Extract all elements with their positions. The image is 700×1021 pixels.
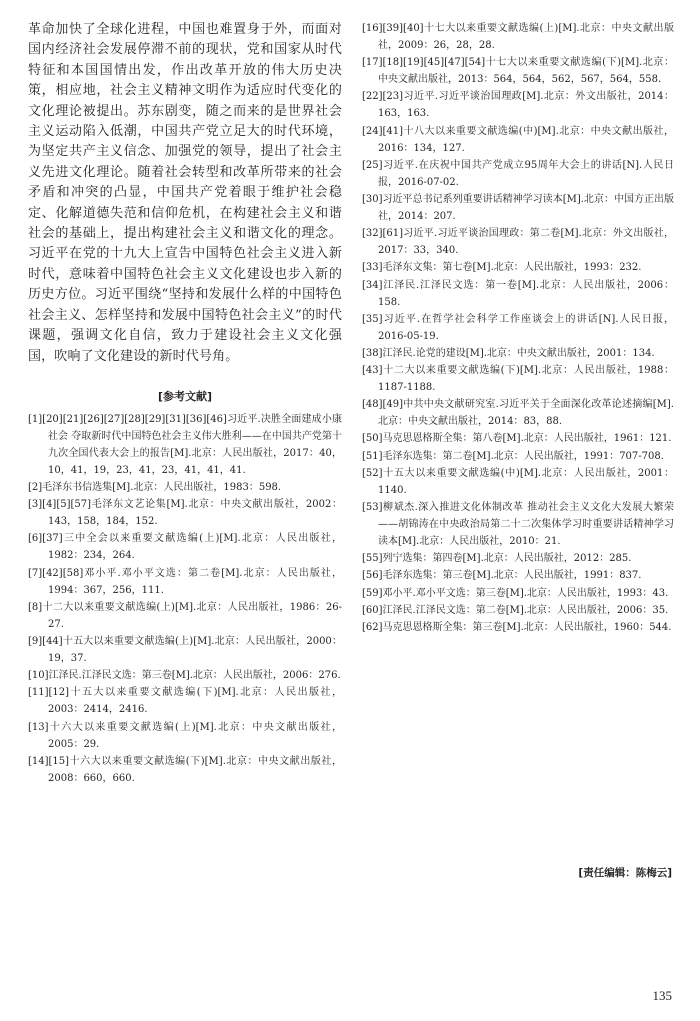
reference-item: [3][4][5][57]毛泽东文艺论集[M].北京：中央文献出版社，2002：143，158，184，152. <box>28 499 342 528</box>
page-number: 135 <box>652 988 672 1003</box>
body-paragraph: 革命加快了全球化进程，中国也难置身于外，而面对国内经济社会发展停滞不前的现状，党和国家从时代特征和本国国情出发，作出改革开放的伟大历史决策，相应地，社会主义精神文明作为适应时代变化的文化理论被提出。苏东剧变，随之而来的是世界社会主义运动陷入低潮，中国共产党立足大的时代环境，为坚定共产主义信念、加强党的领导，提出了社会主义先进文化理论。随着社会转型和改革所带来的社会矛盾和冲突的凸显，中国共产党着眼于维护社会稳定、化解道德失范和信仰危机，在构建社会主义和谐社会的基础上，提出构建社会主义和谐文化的理念。习近平在党的十九大上宣告中国特色社会主义进入新时代，意味着中国特色社会主义文化建设也步入新的历史方位。习近平围绕“坚持和发展什么样的中国特色社会主义、怎样坚持和发展中国特色社会主义”的时代课题，强调文化自信，致力于建设社会主义文化强国，吹响了文化建设的新时代号角。 <box>28 22 342 364</box>
reference-item: [13]十六大以来重要文献选编(上)[M].北京：中央文献出版社，2005：29. <box>28 721 342 750</box>
reference-item: [33]毛泽东文集：第七卷[M].北京：人民出版社，1993：232. <box>362 262 642 274</box>
reference-item: [43]十二大以来重要文献选编(下)[M].北京：人民出版社，1988：1187-1188. <box>362 365 674 394</box>
reference-item: [1][20][21][26][27][28][29][31][36][46]习近平.决胜全面建成小康社会 夺取新时代中国特色社会主义伟大胜利——在中国共产党第十九次全国代表大会上的报告[M].北京：人民出版社，2017：40，10，41，19，23，41，23，41，41，41. <box>28 413 342 476</box>
reference-item: [24][41]十八大以来重要文献选编(中)[M].北京：中央文献出版社，2016：134，127. <box>362 125 674 154</box>
reference-item: [51]毛泽东选集：第二卷[M].北京：人民出版社，1991：707-708. <box>362 450 664 462</box>
reference-item: [25]习近平.在庆祝中国共产党成立95周年大会上的讲话[N].人民日报，2016-07-02. <box>362 159 674 188</box>
reference-item: [62]马克思恩格斯全集：第三卷[M].北京：人民出版社，1960：544. <box>362 621 672 633</box>
reference-item: [52]十五大以来重要文献选编(中)[M].北京：人民出版社，2001：1140. <box>362 467 674 496</box>
reference-item: [11][12]十五大以来重要文献选编(下)[M].北京：人民出版社，2003：2414，2416. <box>28 687 342 716</box>
reference-item: [59]邓小平.邓小平文选：第三卷[M].北京：人民出版社，1993：43. <box>362 587 669 599</box>
reference-item: [34]江泽民.江泽民文选：第一卷[M].北京：人民出版社，2006：158. <box>362 279 674 308</box>
reference-item: [2]毛泽东书信选集[M].北京：人民出版社，1983：598. <box>28 482 282 494</box>
reference-item: [55]列宁选集：第四卷[M].北京：人民出版社，2012：285. <box>362 553 632 565</box>
reference-item: [32][61]习近平.习近平谈治国理政：第二卷[M].北京：外文出版社，2017：33，340. <box>362 228 674 257</box>
reference-item: [7][42][58]邓小平.邓小平文选：第二卷[M].北京：人民出版社，1994：367，256，111. <box>28 567 342 596</box>
reference-item: [14][15]十六大以来重要文献选编(下)[M].北京：中央文献出版社，2008：660，660. <box>28 755 342 784</box>
reference-item: [6][37]三中全会以来重要文献选编(上)[M].北京：人民出版社，1982：234，264. <box>28 533 342 562</box>
reference-item: [60]江泽民.江泽民文选：第二卷[M].北京：人民出版社，2006：35. <box>362 604 669 616</box>
reference-item: [50]马克思恩格斯全集：第八卷[M].北京：人民出版社，1961：121. <box>362 433 672 445</box>
reference-item: [53]柳斌杰.深入推进文化体制改革 推动社会主义文化大发展大繁荣——胡锦涛在中央政治局第二十二次集体学习时重要讲话精神学习读本[M].北京：人民出版社，2010：21. <box>362 502 674 547</box>
reference-item: [48][49]中共中央文献研究室.习近平关于全面深化改革论述摘编[M].北京：中央文献出版社，2014：83，88. <box>362 399 674 428</box>
right-column <box>362 20 674 636</box>
reference-item: [22][23]习近平.习近平谈治国理政[M].北京：外文出版社，2014：163，163. <box>362 91 674 120</box>
reference-item: [8]十二大以来重要文献选编(上)[M].北京：人民出版社，1986：26-27. <box>28 601 342 630</box>
editor-note: [责任编辑：陈梅云] <box>578 867 672 879</box>
reference-item: [9][44]十五大以来重要文献选编(上)[M].北京：人民出版社，2000：19，37. <box>28 636 342 665</box>
reference-item: [56]毛泽东选集：第三卷[M].北京：人民出版社，1991：837. <box>362 570 642 582</box>
reference-item: [38]江泽民.论党的建设[M].北京：中央文献出版社，2001：134. <box>362 347 655 359</box>
reference-item: [35]习近平.在哲学社会科学工作座谈会上的讲话[N].人民日报，2016-05-19. <box>362 313 674 342</box>
reference-item: [16][39][40]十七大以来重要文献选编(上)[M].北京：中央文献出版社，2009：26，28，28. <box>362 23 674 51</box>
reference-item: [10]江泽民.江泽民文选：第三卷[M].北京：人民出版社，2006：276. <box>28 670 341 682</box>
left-column <box>28 20 342 787</box>
references-list-left <box>28 411 342 787</box>
references-heading: [参考文献] <box>157 389 213 403</box>
reference-item: [17][18][19][45][47][54]十七大以来重要文献选编(下)[M].北京：中央文献出版社，2013：564，564，562，567，564，558. <box>362 57 674 86</box>
reference-item: [30]习近平总书记系列重要讲话精神学习读本[M].北京：中国方正出版社，2014：207. <box>362 193 674 222</box>
